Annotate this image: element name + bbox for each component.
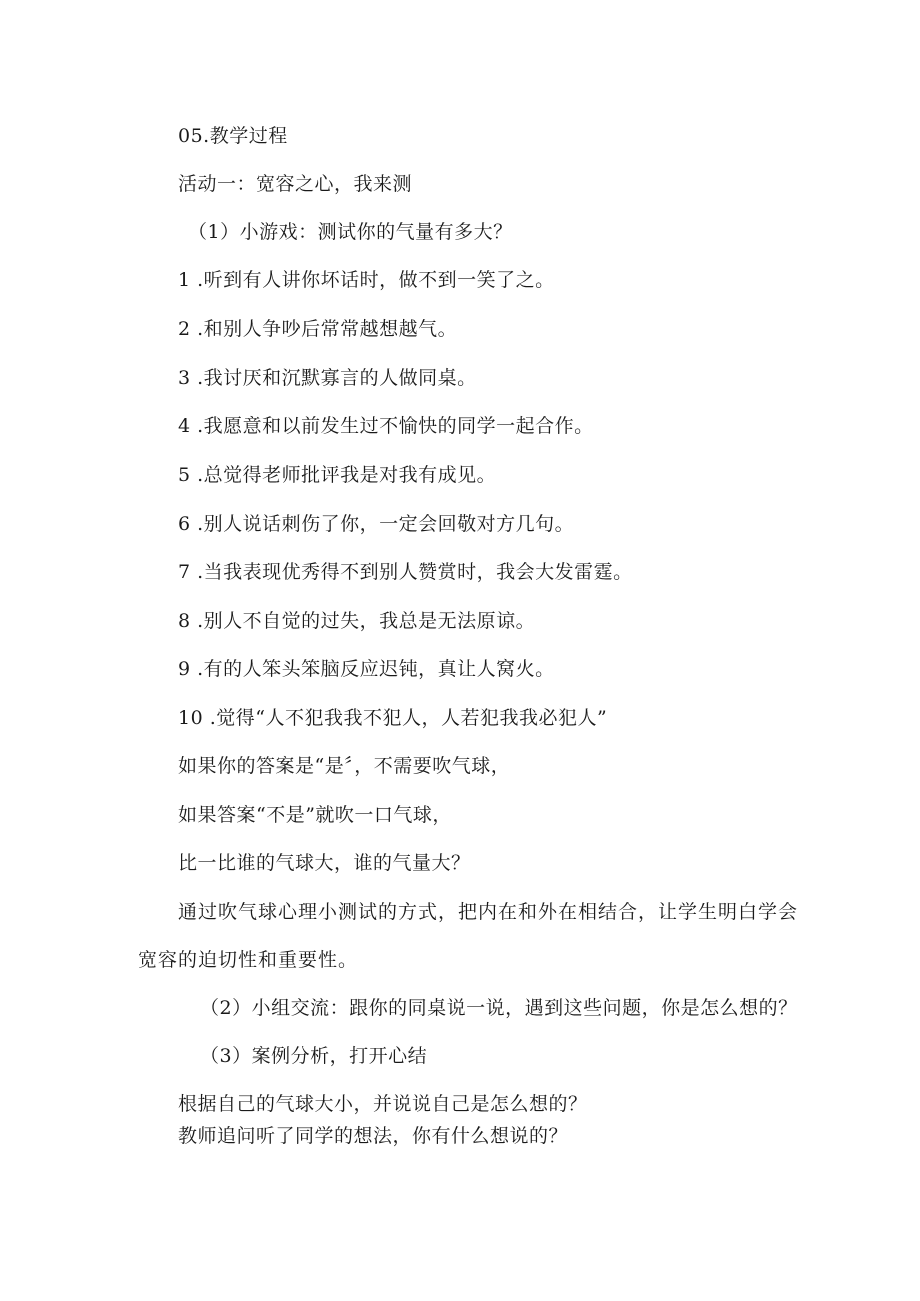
group-discussion: （2）小组交流：跟你的同桌说一说，遇到这些问题，你是怎么想的？ xyxy=(200,997,798,1019)
teacher-question: 教师追问听了同学的想法，你有什么想说的？ xyxy=(178,1125,569,1147)
quiz-item: 9 .有的人笨头笨脑反应迟钝，真让人窝火。 xyxy=(178,658,555,680)
quiz-item: 5 .总觉得老师批评我是对我有成见。 xyxy=(178,464,497,486)
quiz-item: 6 .别人说话刺伤了你，一定会回敬对方几句。 xyxy=(178,513,575,535)
quiz-item: 2 .和别人争吵后常常越想越气。 xyxy=(178,318,458,340)
quiz-item: 10 .觉得“人不犯我我不犯人，人若犯我我必犯人” xyxy=(178,707,608,729)
balloon-reflection: 根据自己的气球大小，并说说自己是怎么想的？ xyxy=(178,1093,588,1115)
compare-line: 比一比谁的气球大，谁的气量大？ xyxy=(178,852,471,874)
summary-paragraph: 通过吹气球心理小测试的方式，把内在和外在相结合，让学生明白学会宽容的迫切性和重要性。 xyxy=(138,901,799,971)
section-heading: 05.教学过程 xyxy=(178,125,288,147)
rule-yes: 如果你的答案是“是〞，不需要吹气球， xyxy=(178,755,511,777)
quiz-item: 8 .别人不自觉的过失，我总是无法原谅。 xyxy=(178,610,536,632)
quiz-item: 3 .我讨厌和沉默寡言的人做同桌。 xyxy=(178,367,477,389)
game-intro: （1）小游戏：测试你的气量有多大？ xyxy=(188,221,513,243)
quiz-item: 4 .我愿意和以前发生过不愉快的同学一起合作。 xyxy=(178,415,594,437)
rule-no: 如果答案“不是”就吹一口气球， xyxy=(178,804,452,826)
case-analysis: （3）案例分析，打开心结 xyxy=(200,1045,428,1067)
quiz-item: 7 .当我表现优秀得不到别人赞赏时，我会大发雷霆。 xyxy=(178,561,633,583)
activity-title: 活动一：宽容之心，我来测 xyxy=(178,173,413,195)
quiz-item: 1 .听到有人讲你坏话时，做不到一笑了之。 xyxy=(178,269,555,291)
